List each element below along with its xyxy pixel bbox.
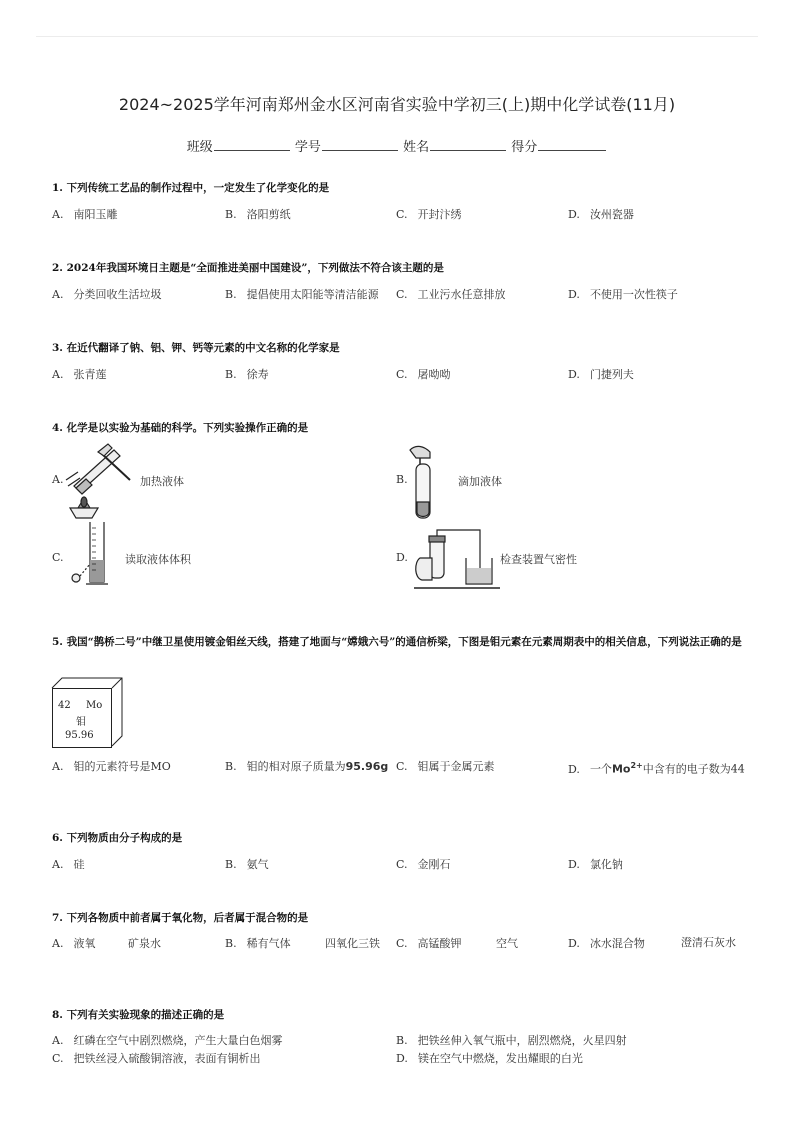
- option-text: 工业污水任意排放: [417, 288, 506, 301]
- q2-option-c[interactable]: [396, 286, 506, 302]
- q2-option-d[interactable]: [568, 286, 678, 302]
- option-text: 门捷列夫: [589, 368, 634, 381]
- option-text: 屠呦呦: [417, 368, 451, 381]
- option-text: 镁在空气中燃烧，发出耀眼的白光: [417, 1052, 583, 1065]
- option-letter: C.: [396, 858, 408, 871]
- option-text: 金刚石: [417, 858, 451, 871]
- option-letter: C.: [396, 288, 408, 301]
- option-letter: B.: [396, 1034, 408, 1047]
- option-text: 一个: [589, 762, 612, 776]
- option-letter: D.: [568, 937, 580, 950]
- periodic-table-cell: [52, 678, 122, 748]
- option-text: 汝州瓷器: [589, 208, 634, 221]
- option-letter: A.: [52, 760, 64, 773]
- option-text: 提倡使用太阳能等清洁能源: [246, 288, 379, 301]
- class-blank[interactable]: [214, 138, 290, 151]
- question-4-stem: 4. 化学是以实验为基础的科学。下列实验操作正确的是: [52, 422, 309, 434]
- q8-option-a[interactable]: [52, 1032, 282, 1048]
- airtightness-test-illustration: [410, 528, 502, 592]
- graduated-cylinder-illustration: [70, 520, 120, 590]
- option-letter: D.: [396, 1052, 408, 1065]
- option-text: 红磷在空气中剧烈燃烧，产生大量白色烟雾: [73, 1034, 283, 1047]
- option-text: 氯化钠: [589, 858, 623, 871]
- q1-option-a[interactable]: [52, 206, 117, 222]
- heating-liquid-illustration: [64, 446, 144, 522]
- option-letter: A.: [52, 473, 64, 486]
- question-1-stem: 1. 下列传统工艺品的制作过程中，一定发生了化学变化的是: [52, 182, 330, 194]
- option-value: 95.96g: [345, 760, 389, 773]
- q3-option-d[interactable]: [568, 366, 634, 382]
- question-2-stem: 2. 2024年我国环境日主题是“全面推进美丽中国建设”，下列做法不符合该主题的是: [52, 262, 444, 274]
- q5-option-b[interactable]: [225, 758, 388, 774]
- option-text: 液氧: [73, 937, 96, 950]
- name-blank[interactable]: [430, 138, 506, 151]
- q7-option-b[interactable]: [225, 935, 291, 951]
- atomic-mass: 95.96: [65, 730, 94, 741]
- option-text: 钼的相对原子质量为: [246, 760, 346, 773]
- q4-option-d[interactable]: [396, 551, 408, 564]
- q6-option-a[interactable]: [52, 856, 84, 872]
- student-id-label: 学号: [294, 140, 321, 155]
- option-text: 冰水混合物: [589, 937, 645, 950]
- question-7-stem: 7. 下列各物质中前者属于氧化物，后者属于混合物的是: [52, 912, 309, 924]
- option-text: 洛阳剪纸: [246, 208, 291, 221]
- q4-option-b[interactable]: [396, 473, 408, 486]
- ion-symbol: Mo: [611, 762, 631, 776]
- option-text: 高锰酸钾: [417, 937, 462, 950]
- option-text: 钼的元素符号是MO: [73, 760, 171, 773]
- atomic-number: 42: [58, 700, 71, 711]
- class-label: 班级: [186, 140, 213, 155]
- option-letter: C.: [396, 368, 408, 381]
- option-letter: B.: [225, 368, 237, 381]
- option-letter: D.: [568, 288, 580, 301]
- q3-option-c[interactable]: [396, 366, 451, 382]
- q4-option-c-label: 读取液体体积: [125, 553, 191, 566]
- option-letter: B.: [225, 937, 237, 950]
- score-blank[interactable]: [538, 138, 606, 151]
- option-text: 张青莲: [73, 368, 107, 381]
- score-label: 得分: [511, 140, 538, 155]
- header-divider: [36, 36, 758, 37]
- q4-option-c[interactable]: [52, 551, 64, 564]
- option-text-tail: 中含有的电子数为44: [642, 762, 745, 776]
- q1-option-c[interactable]: [396, 206, 462, 222]
- option-text: 钼属于金属元素: [417, 760, 495, 773]
- q7-option-c[interactable]: [396, 935, 462, 951]
- dropper-illustration: [408, 444, 448, 520]
- option-letter: A.: [52, 937, 64, 950]
- option-text: 南阳玉雕: [73, 208, 118, 221]
- q5-option-a[interactable]: [52, 758, 171, 774]
- q3-option-b[interactable]: [225, 366, 269, 382]
- q2-option-b[interactable]: [225, 286, 379, 302]
- ion-charge: 2+: [630, 761, 643, 770]
- q7-option-b-second: 四氧化三铁: [325, 937, 380, 950]
- q5-option-d[interactable]: [568, 756, 746, 779]
- option-letter: B.: [225, 760, 237, 773]
- q4-option-d-label: 检查装置气密性: [500, 553, 577, 566]
- option-letter: D.: [568, 208, 580, 221]
- option-letter: A.: [52, 1034, 64, 1047]
- q7-option-d-second: 澄清石灰水: [681, 936, 736, 949]
- option-text: 分类回收生活垃圾: [73, 288, 162, 301]
- student-id-blank[interactable]: [322, 138, 398, 151]
- option-letter: B.: [396, 473, 408, 486]
- element-name: 钼: [76, 717, 86, 728]
- question-3-stem: 3. 在近代翻译了钠、铝、钾、钙等元素的中文名称的化学家是: [52, 342, 340, 354]
- option-letter: C.: [396, 760, 408, 773]
- option-letter: B.: [225, 208, 237, 221]
- q6-option-b[interactable]: [225, 856, 269, 872]
- name-label: 姓名: [403, 140, 430, 155]
- question-5-stem: 5. 我国“鹊桥二号”中继卫星使用镀金钼丝天线，搭建了地面与“嫦娥六号”的通信桥梁，下图是钼元素在元素周期表中的相关信息，下列说法正确的是: [52, 636, 742, 648]
- q4-option-b-label: 滴加液体: [458, 475, 502, 488]
- option-letter: C.: [396, 937, 408, 950]
- option-letter: A.: [52, 858, 64, 871]
- option-text: 把铁丝伸入氧气瓶中，剧烈燃烧，火星四射: [417, 1034, 627, 1047]
- option-text: 稀有气体: [246, 937, 291, 950]
- option-text: 徐寿: [246, 368, 269, 381]
- option-letter: B.: [225, 288, 237, 301]
- q8-option-b[interactable]: [396, 1032, 627, 1048]
- q2-option-a[interactable]: [52, 286, 161, 302]
- option-letter: D.: [568, 762, 580, 776]
- question-8-stem: 8. 下列有关实验现象的描述正确的是: [52, 1009, 225, 1021]
- q7-option-c-second: 空气: [496, 937, 518, 950]
- option-letter: C.: [396, 208, 408, 221]
- q8-option-d[interactable]: [396, 1050, 583, 1066]
- q4-option-a-label: 加热液体: [140, 475, 184, 488]
- option-letter: D.: [568, 858, 580, 871]
- option-letter: C.: [52, 1052, 64, 1065]
- option-letter: C.: [52, 551, 64, 564]
- option-letter: D.: [568, 368, 580, 381]
- option-text: 不使用一次性筷子: [589, 288, 678, 301]
- q6-option-c[interactable]: [396, 856, 451, 872]
- student-info-line: [0, 136, 794, 155]
- q7-option-a[interactable]: [52, 935, 95, 951]
- q4-option-a[interactable]: [52, 473, 63, 486]
- option-text: 硅: [73, 858, 85, 871]
- q7-option-a-second: 矿泉水: [128, 937, 161, 950]
- option-letter: A.: [52, 288, 64, 301]
- option-text: 开封汴绣: [417, 208, 462, 221]
- question-6-stem: 6. 下列物质由分子构成的是: [52, 832, 183, 844]
- q3-option-a[interactable]: [52, 366, 106, 382]
- option-letter: A.: [52, 368, 64, 381]
- option-text: 把铁丝浸入硫酸铜溶液，表面有铜析出: [73, 1052, 261, 1065]
- q8-option-c[interactable]: [52, 1050, 261, 1066]
- q6-option-d[interactable]: [568, 856, 623, 872]
- q5-option-c[interactable]: [396, 758, 495, 774]
- exam-title: 2024~2025学年河南郑州金水区河南省实验中学初三(上)期中化学试卷(11月): [118, 95, 676, 114]
- option-letter: D.: [396, 551, 408, 564]
- option-letter: A.: [52, 208, 64, 221]
- option-text: 氨气: [246, 858, 269, 871]
- option-letter: B.: [225, 858, 237, 871]
- q1-option-b[interactable]: [225, 206, 291, 222]
- element-symbol: Mo: [86, 700, 103, 711]
- q1-option-d[interactable]: [568, 206, 634, 222]
